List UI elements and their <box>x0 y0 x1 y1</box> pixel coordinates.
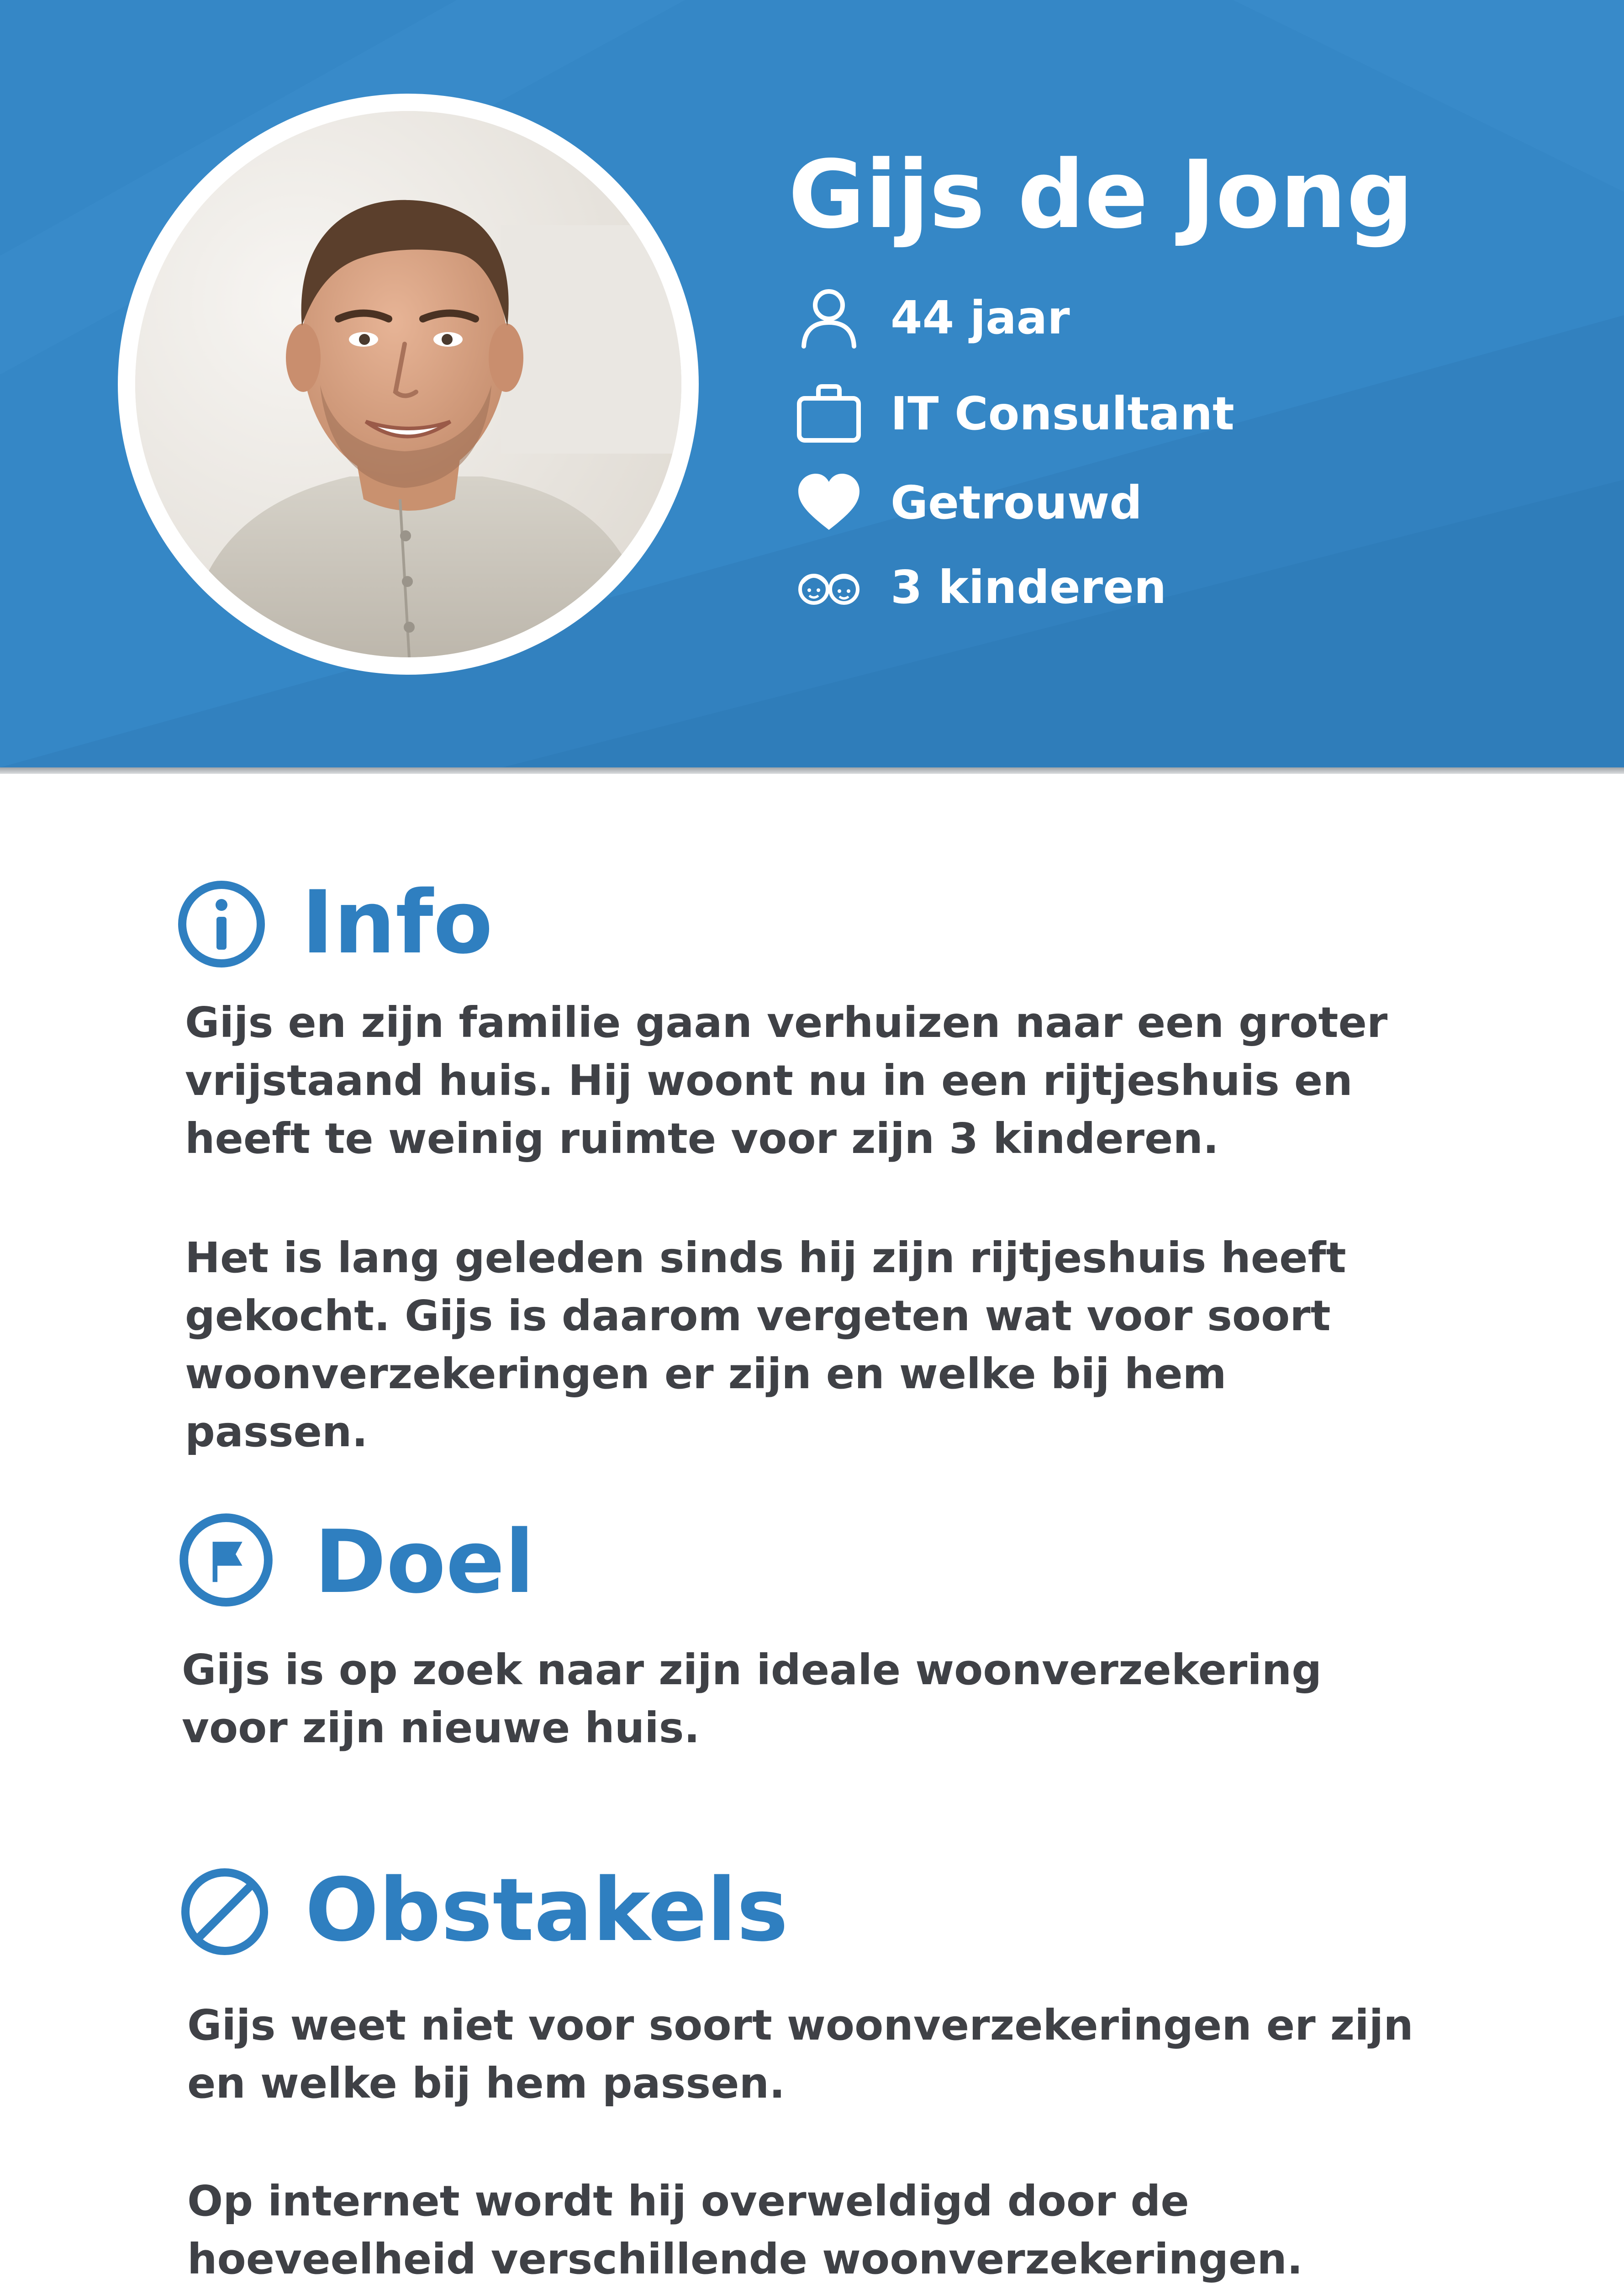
briefcase-icon <box>795 379 863 448</box>
info-paragraph-1: Gijs en zijn familie gaan verhuizen naar een groter vrijstaand huis. Hij woont nu in een rijtjeshuis en heeft te weinig ruimte voor zijn 3 kinderen. <box>185 998 1388 1163</box>
fact-age <box>795 283 1070 352</box>
person-icon <box>795 283 863 352</box>
heart-icon <box>795 468 863 537</box>
fact-marital <box>795 468 1142 537</box>
info-title: Info <box>301 872 493 973</box>
obstakels-paragraph-2: Op internet wordt hij overweldigd door de hoeveelheid verschillende woonverzekeringen. <box>187 2177 1303 2284</box>
profile-name: Gijs de Jong <box>788 141 1414 249</box>
info-paragraph-2: Het is lang geleden sinds hij zijn rijtjeshuis heeft gekocht. Gijs is daarom vergeten wat voor soort woonverzekeringen er zijn en welke bij hem passen. <box>185 1233 1346 1456</box>
fact-job-text: IT Consultant <box>891 386 1234 440</box>
obstakels-paragraph-1: Gijs weet niet voor soort woonverzekeringen er zijn en welke bij hem passen. <box>187 2001 1413 2108</box>
fact-job <box>795 379 1234 448</box>
children-icon <box>795 553 863 621</box>
obstakels-title: Obstakels <box>305 1860 788 1961</box>
fact-age-text: 44 jaar <box>891 291 1070 344</box>
fact-marital-text: Getrouwd <box>891 476 1142 529</box>
profile-header <box>0 0 1624 767</box>
header-divider <box>0 767 1624 774</box>
fact-children-text: 3 kinderen <box>891 560 1167 614</box>
doel-paragraph-1: Gijs is op zoek naar zijn ideale woonverzekering voor zijn nieuwe huis. <box>182 1645 1322 1752</box>
info-icon <box>176 878 267 970</box>
flag-icon <box>178 1512 269 1603</box>
prohibited-icon <box>179 1866 270 1957</box>
doel-title: Doel <box>314 1512 535 1613</box>
fact-children <box>795 553 1166 621</box>
portrait-photo <box>135 111 681 657</box>
avatar <box>135 111 681 657</box>
